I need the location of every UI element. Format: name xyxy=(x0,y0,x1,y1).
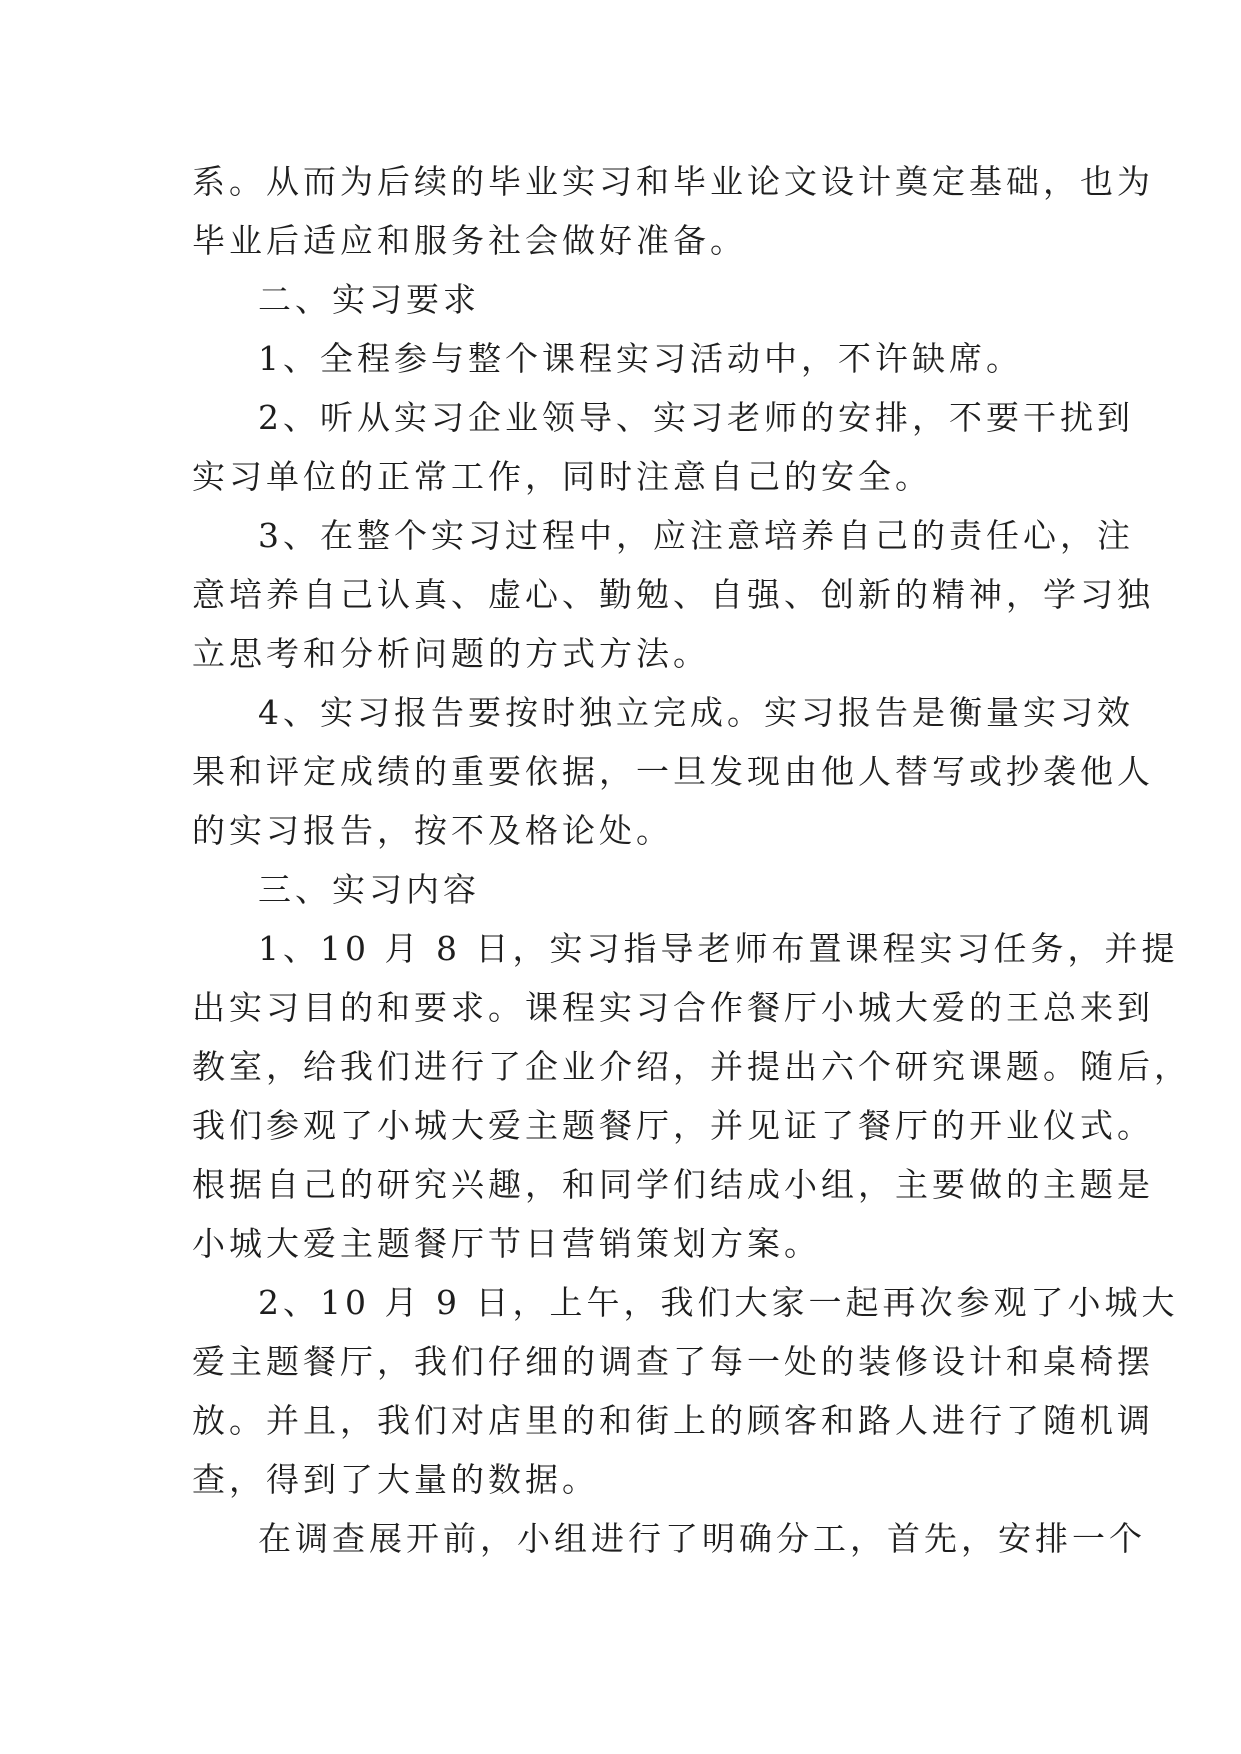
text-line: 教室，给我们进行了企业介绍，并提出六个研究课题。随后， xyxy=(192,1047,1191,1086)
text-line: 果和评定成绩的重要依据，一旦发现由他人替写或抄袭他人 xyxy=(192,752,1154,791)
section-heading: 二、实习要求 xyxy=(258,280,480,319)
text-line: 系。从而为后续的毕业实习和毕业论文设计奠定基础，也为 xyxy=(192,162,1154,201)
text-line: 立思考和分析问题的方式方法。 xyxy=(192,634,710,673)
list-item: 2、10 月 9 日，上午，我们大家一起再次参观了小城大 xyxy=(258,1283,1179,1322)
text-line: 爱主题餐厅，我们仔细的调查了每一处的装修设计和桌椅摆 xyxy=(192,1342,1154,1381)
text-line: 出实习目的和要求。课程实习合作餐厅小城大爱的王总来到 xyxy=(192,988,1154,1027)
text-line: 查，得到了大量的数据。 xyxy=(192,1460,599,1499)
text-line: 我们参观了小城大爱主题餐厅，并见证了餐厅的开业仪式。 xyxy=(192,1106,1154,1145)
text-line: 的实习报告，按不及格论处。 xyxy=(192,811,673,850)
list-item: 4、实习报告要按时独立完成。实习报告是衡量实习效 xyxy=(258,693,1134,732)
text-line: 小城大爱主题餐厅节日营销策划方案。 xyxy=(192,1224,821,1263)
paragraph-line: 在调查展开前，小组进行了明确分工，首先，安排一个 xyxy=(258,1519,1146,1558)
text-line: 毕业后适应和服务社会做好准备。 xyxy=(192,221,747,260)
text-line: 放。并且，我们对店里的和街上的顾客和路人进行了随机调 xyxy=(192,1401,1154,1440)
document-body xyxy=(192,152,1191,1568)
list-item: 1、全程参与整个课程实习活动中，不许缺席。 xyxy=(258,339,1023,378)
text-line: 实习单位的正常工作，同时注意自己的安全。 xyxy=(192,457,932,496)
list-item: 2、听从实习企业领导、实习老师的安排，不要干扰到 xyxy=(258,398,1134,437)
text-line: 根据自己的研究兴趣，和同学们结成小组，主要做的主题是 xyxy=(192,1165,1154,1204)
list-item: 3、在整个实习过程中，应注意培养自己的责任心，注 xyxy=(258,516,1134,555)
list-item: 1、10 月 8 日，实习指导老师布置课程实习任务，并提 xyxy=(258,929,1179,968)
section-heading: 三、实习内容 xyxy=(258,870,480,909)
text-line: 意培养自己认真、虚心、勤勉、自强、创新的精神，学习独 xyxy=(192,575,1154,614)
